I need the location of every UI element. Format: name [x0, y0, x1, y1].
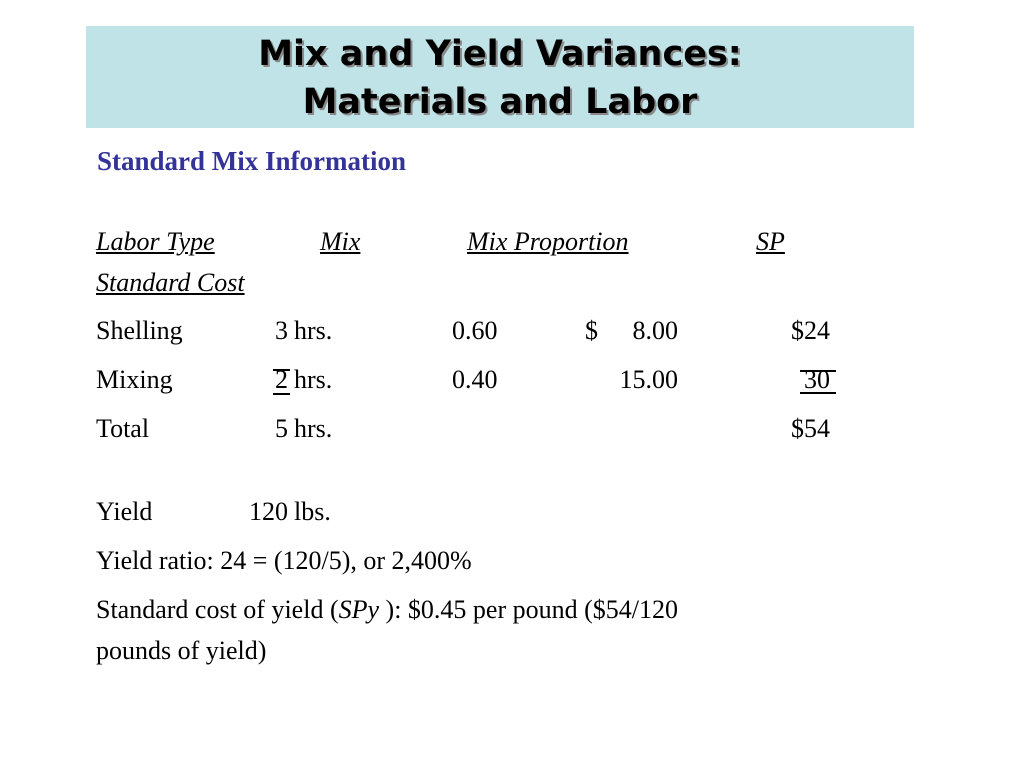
row-mixing-proportion: 0.40	[452, 365, 498, 394]
row-mixing-unit: hrs.	[294, 365, 333, 394]
row-mixing-cost: 30	[804, 365, 830, 394]
section-subtitle: Standard Mix Information	[97, 146, 407, 176]
row-shelling-unit: hrs.	[294, 316, 333, 345]
row-total-cost: $54	[791, 414, 830, 443]
row-mixing-type: Mixing	[96, 365, 173, 394]
standard-cost-symbol: SPy	[338, 595, 380, 624]
yield-value: 120	[249, 497, 288, 526]
title-line-2: Materials and Labor	[302, 82, 698, 122]
yield-ratio: Yield ratio: 24 = (120/5), or 2,400%	[96, 546, 472, 575]
row-mixing-sp: 15.00	[619, 365, 678, 394]
row-shelling-mix: 3	[275, 316, 288, 345]
row-mixing-cost-wrap	[760, 365, 830, 395]
row-total-mix: 5	[275, 414, 288, 443]
standard-cost-prefix: Standard cost of yield (	[96, 595, 339, 624]
standard-cost-line1	[96, 595, 678, 625]
row-shelling-type: Shelling	[96, 316, 183, 345]
row-shelling-cost: $24	[791, 316, 830, 345]
header-mix: Mix	[320, 227, 361, 256]
header-standard-cost: Standard Cost	[96, 268, 245, 297]
row-shelling-sp-symbol: $	[585, 316, 598, 345]
row-shelling-proportion: 0.60	[452, 316, 498, 345]
header-labor-type: Labor Type	[96, 227, 215, 256]
row-total-unit: hrs.	[294, 414, 333, 443]
title-line-1: Mix and Yield Variances:	[258, 34, 742, 74]
standard-cost-line2: pounds of yield)	[96, 636, 267, 665]
row-mixing-mix-wrap	[250, 365, 288, 395]
yield-unit: lbs.	[294, 497, 331, 526]
slide-title	[86, 26, 914, 128]
header-mix-proportion: Mix Proportion	[467, 227, 629, 256]
row-mixing-mix: 2	[275, 365, 288, 394]
standard-cost-suffix: ): $0.45 per pound ($54/120	[379, 595, 678, 624]
header-sp: SP	[756, 227, 785, 256]
yield-label: Yield	[96, 497, 153, 526]
row-total-type: Total	[96, 414, 150, 443]
row-shelling-sp: 8.00	[632, 316, 678, 345]
